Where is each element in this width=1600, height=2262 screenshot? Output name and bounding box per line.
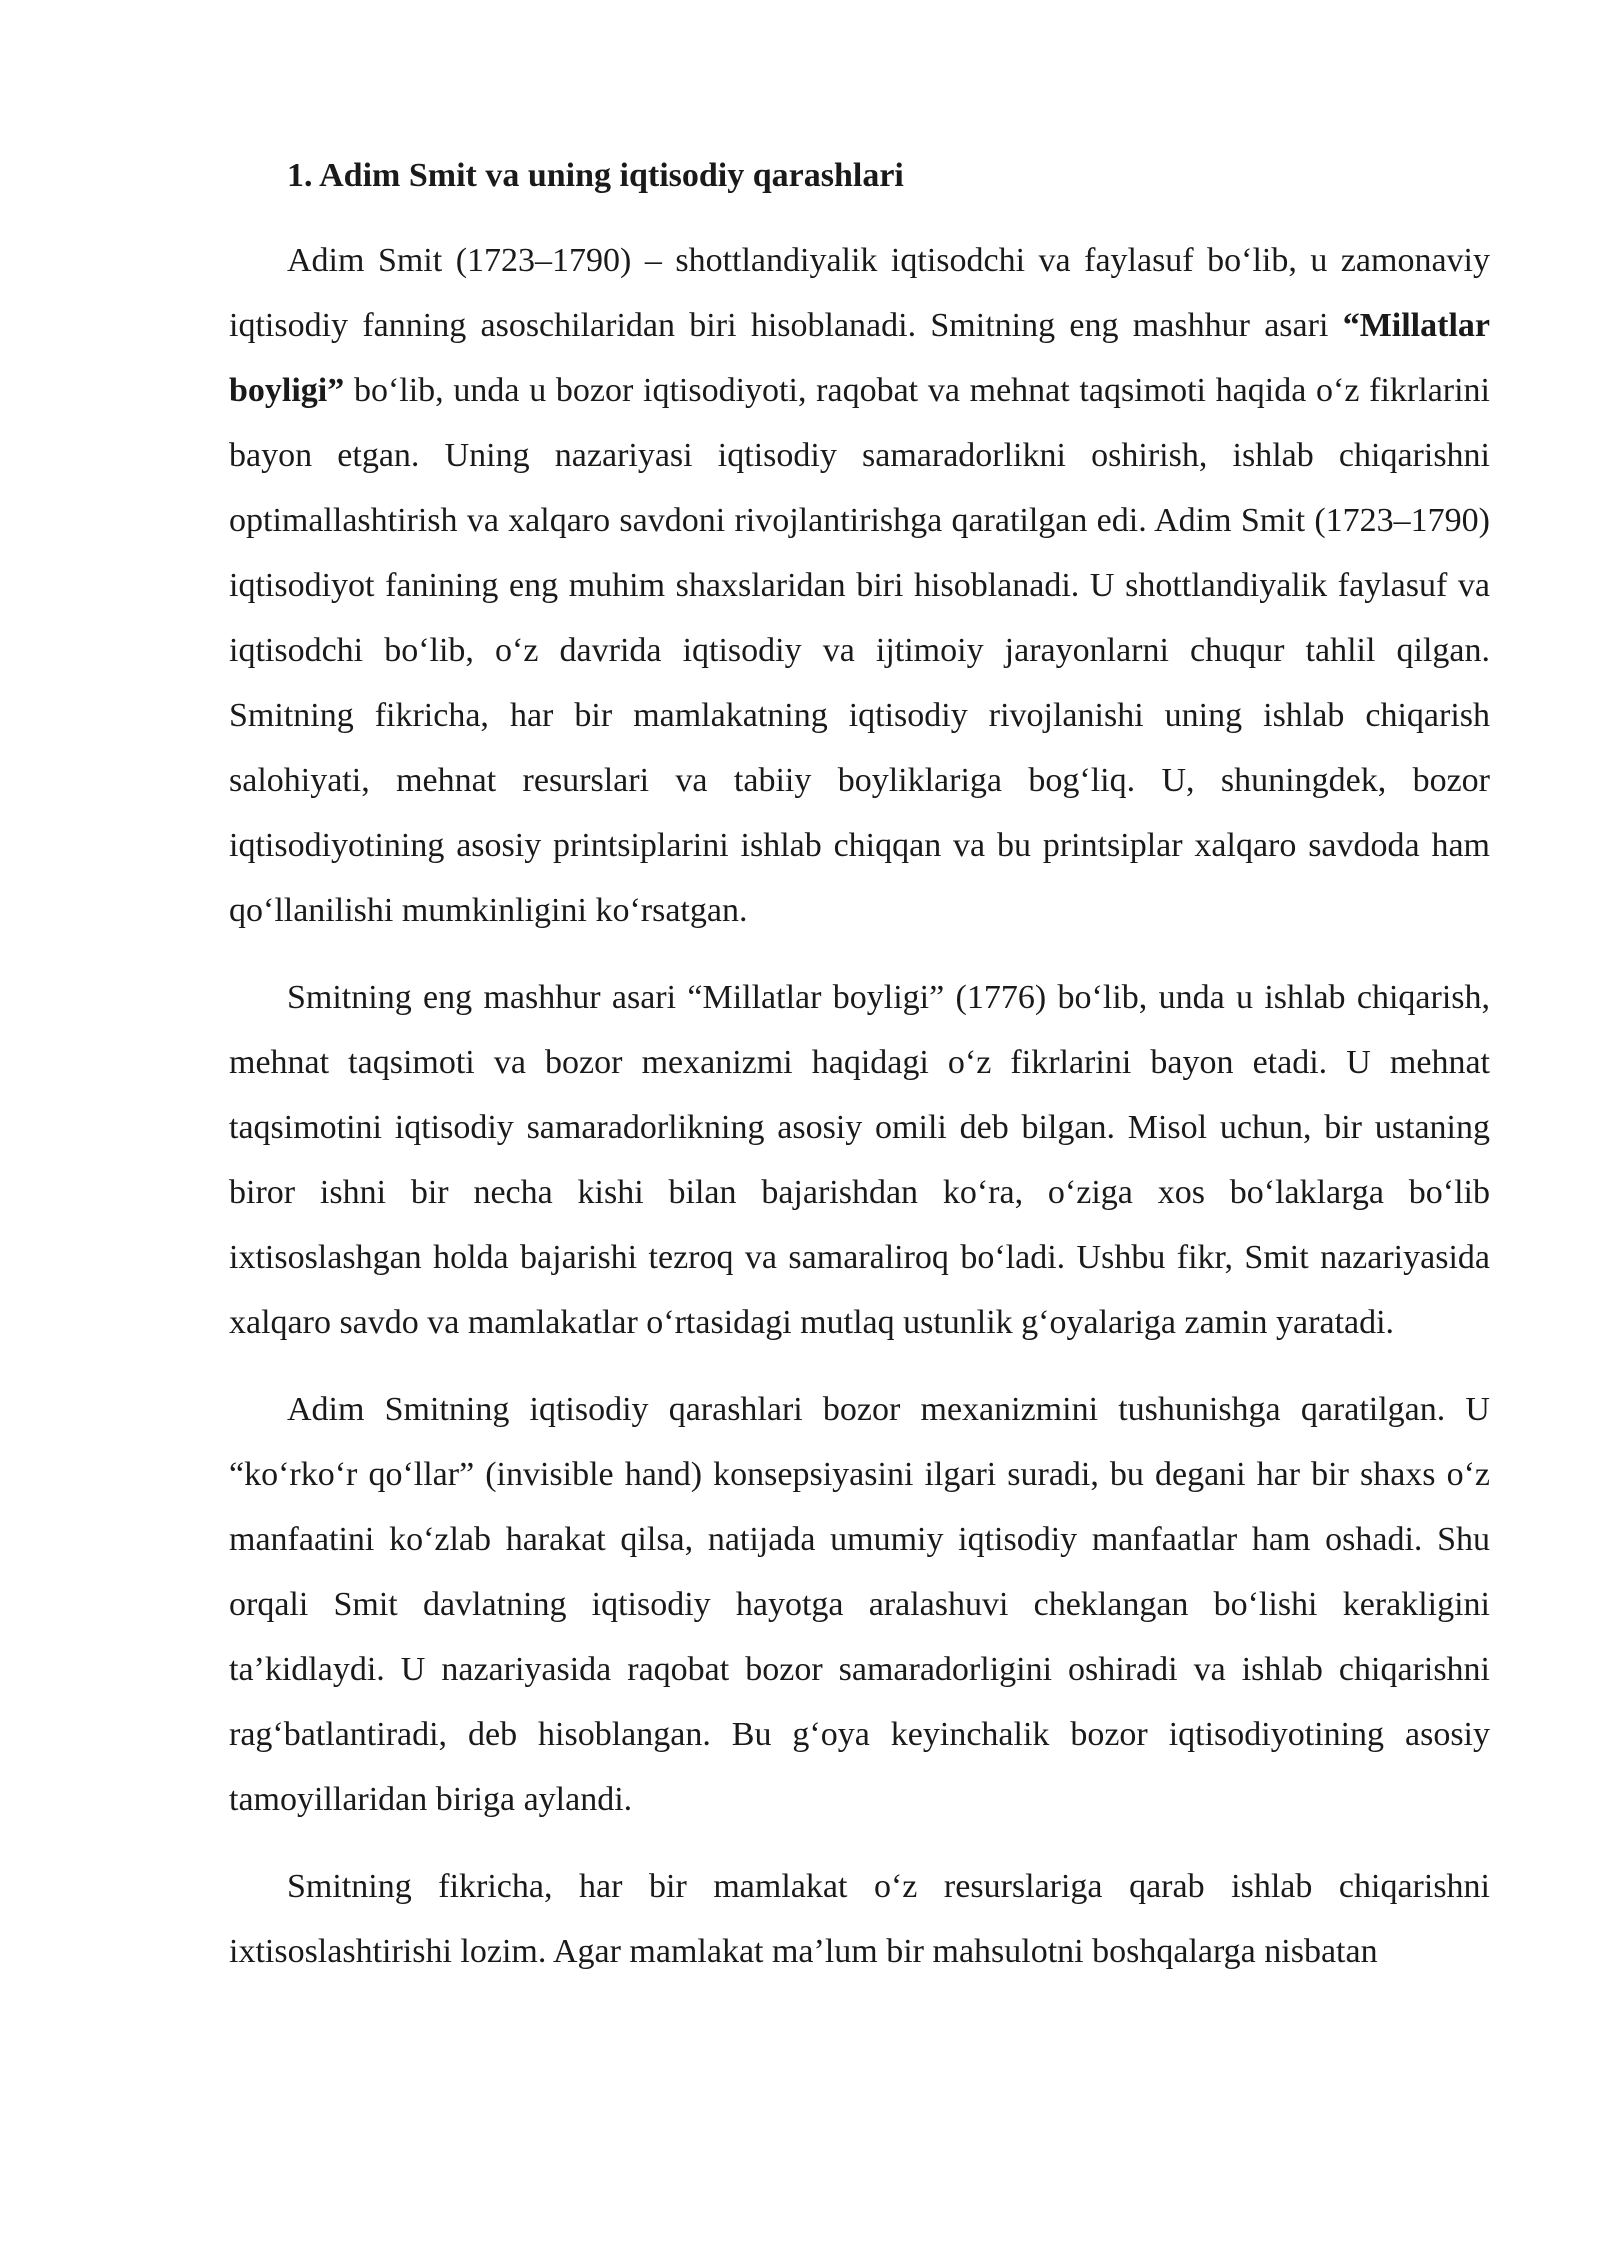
paragraph-1-text-start: Adim Smit (1723–1790) – shottlandiyalik iqtisodchi va faylasuf bo‘lib, u zamonaviy iqtisodiy fanning asoschilaridan biri hisoblanadi. Smitning eng mashhur asari xyxy=(229,242,1490,344)
paragraph-4: Smitning fikricha, har bir mamlakat o‘z resurslariga qarab ishlab chiqarishni ixtisoslashtirishi lozim. Agar mamlakat ma’lum bir mahsulotni boshqalarga nisbatan xyxy=(229,1868,1490,1970)
paragraph-2: Smitning eng mashhur asari “Millatlar boyligi” (1776) bo‘lib, unda u ishlab chiqarish, mehnat taqsimoti va bozor mexanizmi haqidagi o‘z fikrlarini bayon etadi. U mehnat taqsimotini iqtisodiy samaradorlikning asosiy omili deb bilgan. Misol uchun, bir ustaning biror ishni bir necha kishi bilan bajarishdan ko‘ra, o‘ziga xos bo‘laklarga bo‘lib ixtisoslashgan holda bajarishi tezroq va samaraliroq bo‘ladi. Ushbu fikr, Smit nazariyasida xalqaro savdo va mamlakatlar o‘rtasidagi mutlaq ustunlik g‘oyalariga zamin yaratadi. xyxy=(229,979,1490,1341)
paragraph-3: Adim Smitning iqtisodiy qarashlari bozor mexanizmini tushunishga qaratilgan. U “ko‘rko‘r qo‘llar” (invisible hand) konsepsiyasini ilgari suradi, bu degani har bir shaxs o‘z manfaatini ko‘zlab harakat qilsa, natijada umumiy iqtisodiy manfaatlar ham oshadi. Shu orqali Smit davlatning iqtisodiy hayotga aralashuvi cheklangan bo‘lishi kerakligini ta’kidlaydi. U nazariyasida raqobat bozor samaradorligini oshiradi va ishlab chiqarishni rag‘batlantiradi, deb hisoblangan. Bu g‘oya keyinchalik bozor iqtisodiyotining asosiy tamoyillaridan biriga aylandi. xyxy=(229,1391,1490,1818)
paragraph-1-text-end: bo‘lib, unda u bozor iqtisodiyoti, raqobat va mehnat taqsimoti haqida o‘z fikrlarini bayon etgan. Uning nazariyasi iqtisodiy samaradorlikni oshirish, ishlab chiqarishni optimallashtirish va xalqaro savdoni rivojlantirishga qaratilgan edi. Adim Smit (1723–1790) iqtisodiyot fanining eng muhim shaxslaridan biri hisoblanadi. U shottlandiyalik faylasuf va iqtisodchi bo‘lib, o‘z davrida iqtisodiy va ijtimoiy jarayonlarni chuqur tahlil qilgan. Smitning fikricha, har bir mamlakatning iqtisodiy rivojlanishi uning ishlab chiqarish salohiyati, mehnat resurslari va tabiiy boyliklariga bog‘liq. U, shuningdek, bozor iqtisodiyotining asosiy printsiplarini ishlab chiqqan va bu printsiplar xalqaro savdoda ham qo‘llanilishi mumkinligini ko‘rsatgan. xyxy=(229,372,1490,929)
section-heading: 1. Adim Smit va uning iqtisodiy qarashlari xyxy=(287,157,904,194)
book-title-bold: “Millatlar boyligi” xyxy=(229,307,1490,409)
paragraph-1 xyxy=(229,228,1490,943)
document-page xyxy=(229,150,1490,2006)
